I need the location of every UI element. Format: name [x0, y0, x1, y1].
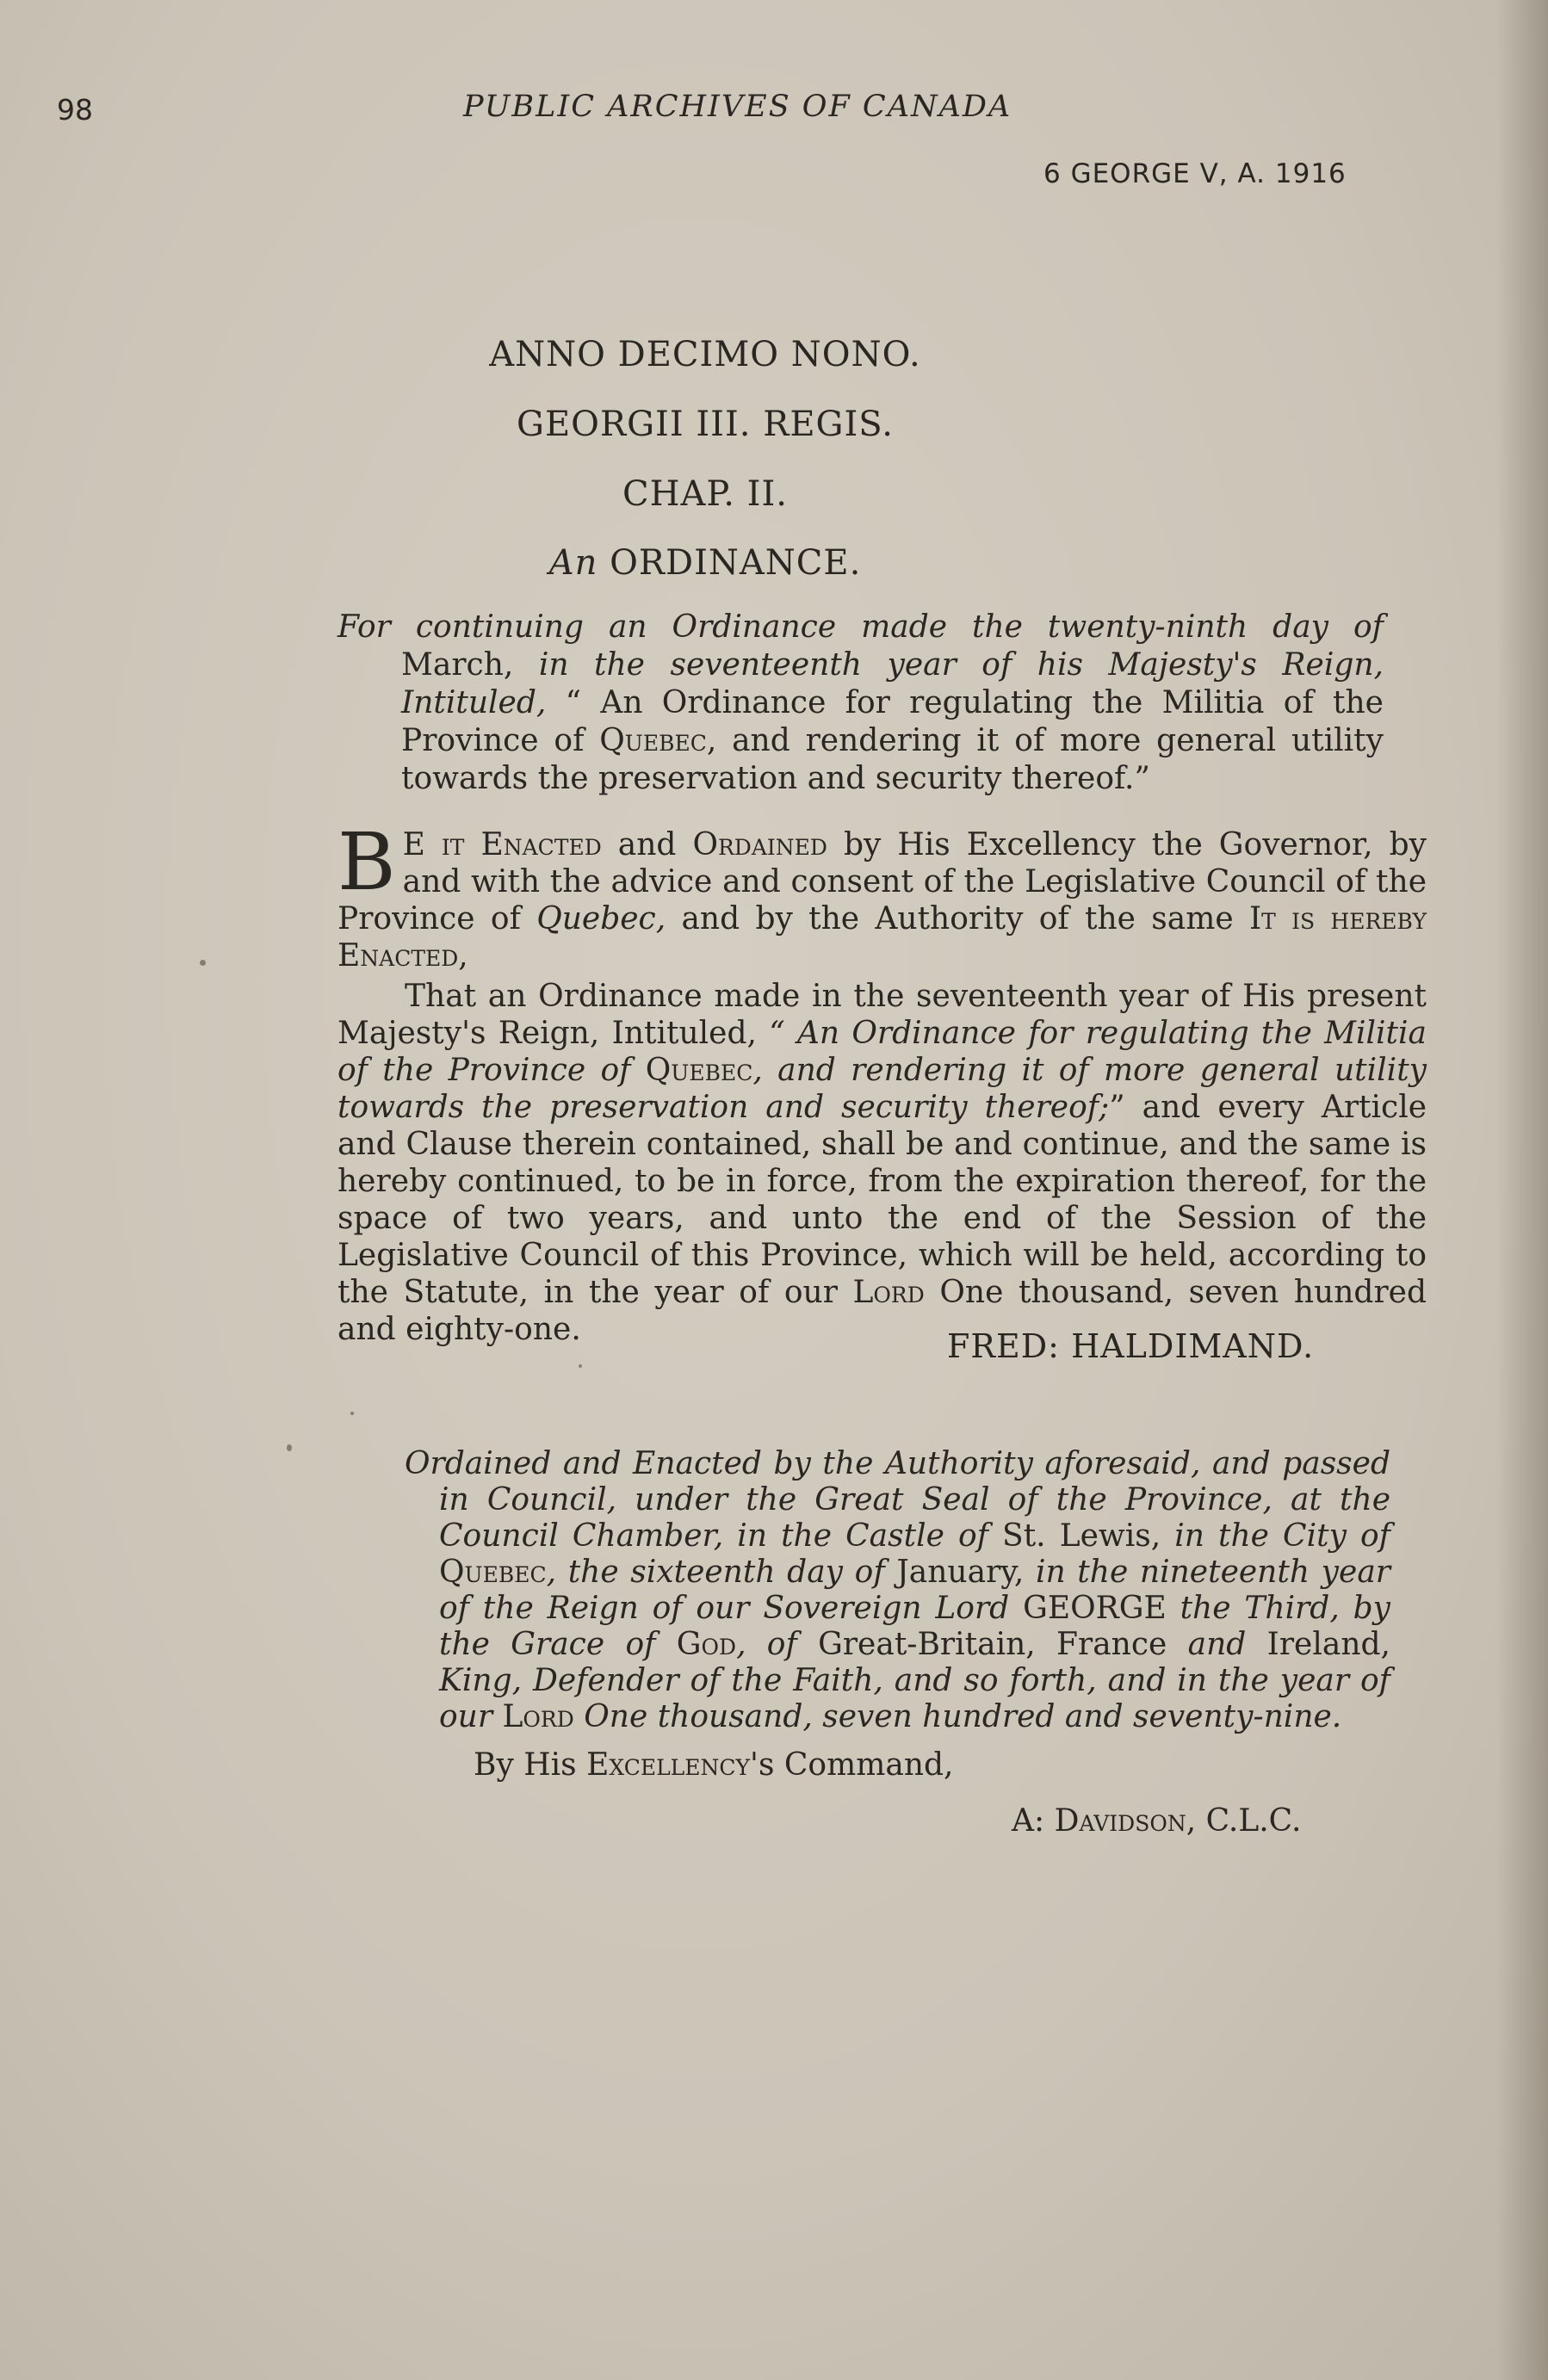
clerk-text: , C.L.C. — [1186, 1803, 1302, 1839]
ordained-text: Lord — [502, 1699, 574, 1734]
enacting-text: and — [601, 827, 693, 862]
ordained-text: the Third, by the Grace of — [439, 1591, 1391, 1662]
ordinance-body — [337, 978, 1427, 1348]
body-text: That an Ordinance made in the seventeenth year of His present Majesty's Reign, Intituled, — [337, 979, 1427, 1051]
paper-speck — [200, 960, 206, 966]
body-text: “ An Ordinance for regulating the Militia of the Province of — [337, 1016, 1427, 1088]
ordained-text: in the City of — [1161, 1518, 1390, 1554]
command-text: By His — [474, 1747, 587, 1783]
title-ordinance-main: ORDINANCE. — [610, 543, 862, 583]
title-ordinance — [0, 543, 1479, 583]
preamble-text: March, — [401, 647, 514, 683]
title-ordinance-prefix: An — [548, 543, 598, 583]
body-text: One thousand, seven hundred and eighty-one. — [337, 1275, 1427, 1347]
body-text: Lord — [852, 1275, 925, 1310]
ordained-text: Ireland, — [1266, 1627, 1390, 1662]
running-head: PUBLIC ARCHIVES OF CANADA — [463, 90, 1012, 124]
ordained-paragraph — [405, 1446, 1390, 1735]
title-chapter: CHAP. II. — [622, 474, 788, 514]
body-text: ” and every Article and Clause therein contained, shall be and continue, and the same is hereby continued, to be in force, from the expiration thereof, for the space of two years, and unto the end of the Session of the Legislative Council of this Province, which will be held, according to the Statute, in the year of our — [337, 1090, 1427, 1310]
title-regis: GEORGII III. REGIS. — [517, 405, 894, 444]
title-anno: ANNO DECIMO NONO. — [489, 335, 921, 374]
ordained-text: King, Defender of the Faith, and so forth, and in the year of our — [439, 1663, 1390, 1734]
command-text: Excellency — [586, 1747, 751, 1783]
page-edge-shadow — [1496, 0, 1548, 2380]
ordained-text: One thousand, seven hundred and seventy-nine. — [573, 1699, 1342, 1734]
enacting-text: It is hereby Enacted, — [337, 901, 1427, 974]
ordained-text: and — [1167, 1627, 1267, 1662]
preamble-text: For continuing an Ordinance made the twenty-ninth day of — [337, 609, 1384, 645]
drop-cap: B — [337, 816, 396, 908]
preamble-text: in the seventeenth year of his Majesty's Reign, Intituled, — [401, 647, 1384, 720]
ordained-text: St. Lewis, — [1002, 1518, 1161, 1554]
ordained-text: Quebec — [439, 1555, 547, 1590]
clerk-signature — [1012, 1803, 1301, 1839]
body-text: , and rendering it of more general utility towards the preservation and security thereof; — [337, 1053, 1427, 1125]
enacting-clause — [337, 816, 1427, 974]
preamble-text: , and rendering it of more general utility towards the preservation and security thereof.” — [401, 723, 1384, 796]
command-line — [474, 1747, 954, 1783]
ordained-text: Ordained and Enacted by the Authority aforesaid, and passed in Council, under the Great Seal of the Province, at the Council Chamber, in the Castle of — [405, 1446, 1390, 1554]
clerk-text: A: — [1012, 1803, 1055, 1839]
page-number: 98 — [57, 93, 93, 127]
ordained-text: January, — [896, 1555, 1025, 1590]
paper-speck — [579, 1364, 582, 1368]
governor-signature: FRED: HALDIMAND. — [947, 1327, 1315, 1365]
enacting-text: Ordained — [692, 827, 827, 862]
preamble-text: “ An Ordinance for regulating the Militia of the Province of — [401, 685, 1384, 758]
ordained-text: GEORGE — [1023, 1591, 1167, 1626]
preamble-text: Quebec — [599, 723, 707, 758]
paper-speck — [287, 1444, 292, 1451]
ordained-text: God — [676, 1627, 737, 1662]
enacting-text: E it Enacted — [402, 827, 602, 862]
enacting-text: Quebec, — [536, 901, 666, 937]
ordained-text: in the nineteenth year of the Reign of our Sovereign Lord — [439, 1555, 1390, 1626]
paper-speck — [350, 1412, 354, 1415]
ordained-text: , of — [736, 1627, 819, 1662]
command-text: 's Command, — [750, 1747, 954, 1783]
preamble — [337, 609, 1384, 798]
enacting-text: and by the Authority of the same — [666, 901, 1249, 937]
ordained-text: Great-Britain, France — [818, 1627, 1167, 1662]
enacting-text: by His Excellency the Governor, by and with the advice and consent of the Legislative Council of the Province of — [337, 827, 1427, 937]
session-reference: 6 GEORGE V, A. 1916 — [1043, 158, 1347, 189]
body-text: Quebec — [645, 1053, 753, 1088]
ordained-text: , the sixteenth day of — [546, 1555, 897, 1590]
clerk-text: Davidson — [1054, 1803, 1186, 1839]
